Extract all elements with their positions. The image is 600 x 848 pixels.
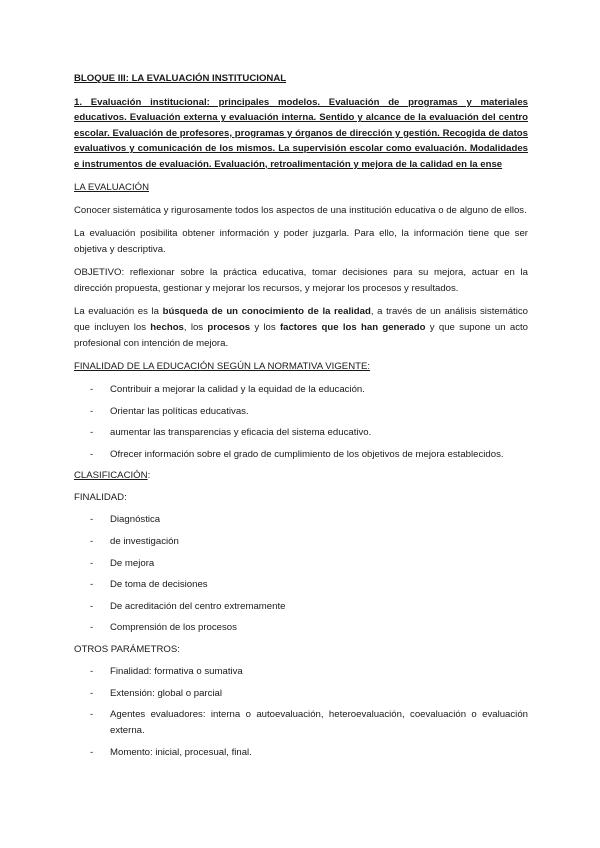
- finalidad-heading: FINALIDAD DE LA EDUCACIÓN SEGÚN LA NORMATIVA VIGENTE:: [74, 361, 371, 373]
- list-item: [74, 534, 528, 550]
- evaluacion-paragraph-1: Conocer sistemática y rigurosamente todos los aspectos de una institución educativa o de alguno de ellos.: [74, 205, 527, 217]
- dash-bullet: -: [90, 687, 94, 699]
- list-item: [74, 599, 528, 615]
- list-item-text: Orientar las políticas educativas.: [110, 405, 249, 417]
- list-item: [74, 620, 528, 636]
- list-item-text: Diagnóstica: [110, 514, 161, 526]
- list-item: [74, 745, 528, 761]
- list-item-text: de investigación: [110, 536, 179, 547]
- dash-bullet: -: [90, 665, 94, 677]
- clasificacion-heading-row: [74, 468, 528, 484]
- clasificacion-colon: :: [147, 470, 151, 482]
- dash-bullet: -: [90, 622, 94, 634]
- dash-bullet: -: [90, 579, 94, 591]
- block-title: BLOQUE III: LA EVALUACIÓN INSTITUCIONAL: [74, 73, 287, 84]
- dash-bullet: -: [90, 427, 94, 439]
- document-body: [74, 72, 528, 766]
- list-item-text: De acreditación del centro extremamente: [110, 600, 286, 612]
- evaluacion-paragraph-4: [74, 304, 528, 352]
- p4-bold-1: búsqueda de un conocimiento de la realidad: [162, 306, 371, 318]
- list-item-text: Ofrecer información sobre el grado de cumplimiento de los objetivos de mejora establecidos.: [110, 448, 504, 460]
- list-item-text: Finalidad: formativa o sumativa: [110, 665, 243, 677]
- list-item: [74, 382, 528, 398]
- list-item: [74, 556, 528, 572]
- p4-bold-4: factores que los han generado: [279, 322, 426, 334]
- finalidad-types-list: [74, 512, 528, 636]
- list-item: [74, 425, 528, 441]
- otros-parametros-list: [74, 664, 528, 761]
- list-item-text: aumentar las transparencias y eficacia del sistema educativo.: [110, 427, 372, 439]
- list-item-text: Extensión: global o parcial: [110, 687, 222, 699]
- list-item: [74, 447, 528, 463]
- dash-bullet: -: [90, 405, 94, 417]
- evaluacion-paragraph-2: La evaluación posibilita obtener información y poder juzgarla. Para ello, la información tiene que ser objetiva y descriptiva.: [74, 228, 528, 256]
- dash-bullet: -: [90, 557, 94, 569]
- p4-text-5: y que supone un acto profesional con intención de mejora.: [74, 322, 528, 350]
- list-item: [74, 686, 528, 702]
- dash-bullet: -: [90, 746, 94, 758]
- list-item-text: Contribuir a mejorar la calidad y la equidad de la educación.: [110, 384, 365, 396]
- p4-text-1: La evaluación es la: [74, 306, 163, 318]
- dash-bullet: -: [90, 536, 94, 547]
- p4-text-3: , los: [183, 322, 208, 334]
- p4-text-2: , a través de un análisis sistemático que incluyen los: [74, 306, 528, 334]
- list-item-text: De mejora: [110, 557, 155, 569]
- evaluacion-heading: LA EVALUACIÓN: [74, 182, 150, 194]
- p4-text-4: y los: [250, 322, 280, 334]
- list-item-text: Agentes evaluadores: interna o autoevaluación, heteroevaluación, coevaluación o evaluación externa.: [110, 709, 528, 737]
- dash-bullet: -: [90, 384, 94, 396]
- list-item: [74, 512, 528, 528]
- p4-bold-2: hechos: [150, 322, 184, 334]
- clasificacion-heading: CLASIFICACIÓN: [74, 470, 148, 482]
- dash-bullet: -: [90, 448, 94, 460]
- topic-heading: 1. Evaluación institucional: principales modelos. Evaluación de programas y materiales educativos. Evaluación externa y evaluación interna. Sentido y alcance de la evaluación del centro escolar. Evaluación de profesores, programas y órganos de dirección y gestión. Recogida de datos evaluativos y comunicación de los mismos. La supervisión escolar como evaluación. Modalidades e instrumentos de evaluación. Evaluación, retroalimentación y mejora de la calidad en la ense: [74, 97, 528, 170]
- dash-bullet: -: [90, 514, 94, 526]
- dash-bullet: -: [90, 709, 94, 721]
- objetivo-paragraph: OBJETIVO: reflexionar sobre la práctica educativa, tomar decisiones para su mejora, actuar en la dirección propuesta, gestionar y mejorar los recursos, y mejorar los procesos y resultados.: [74, 267, 528, 295]
- list-item-text: De toma de decisiones: [110, 579, 208, 591]
- list-item-text: Comprensión de los procesos: [110, 622, 237, 634]
- list-item: [74, 707, 528, 739]
- otros-parametros-label: OTROS PARÁMETROS:: [74, 643, 180, 655]
- list-item: [74, 664, 528, 680]
- p4-bold-3: procesos: [207, 322, 251, 334]
- list-item: [74, 577, 528, 593]
- finalidad-list: [74, 382, 528, 463]
- dash-bullet: -: [90, 600, 94, 612]
- list-item-text: Momento: inicial, procesual, final.: [110, 746, 252, 758]
- finalidad-label: FINALIDAD:: [74, 492, 127, 504]
- list-item: [74, 404, 528, 420]
